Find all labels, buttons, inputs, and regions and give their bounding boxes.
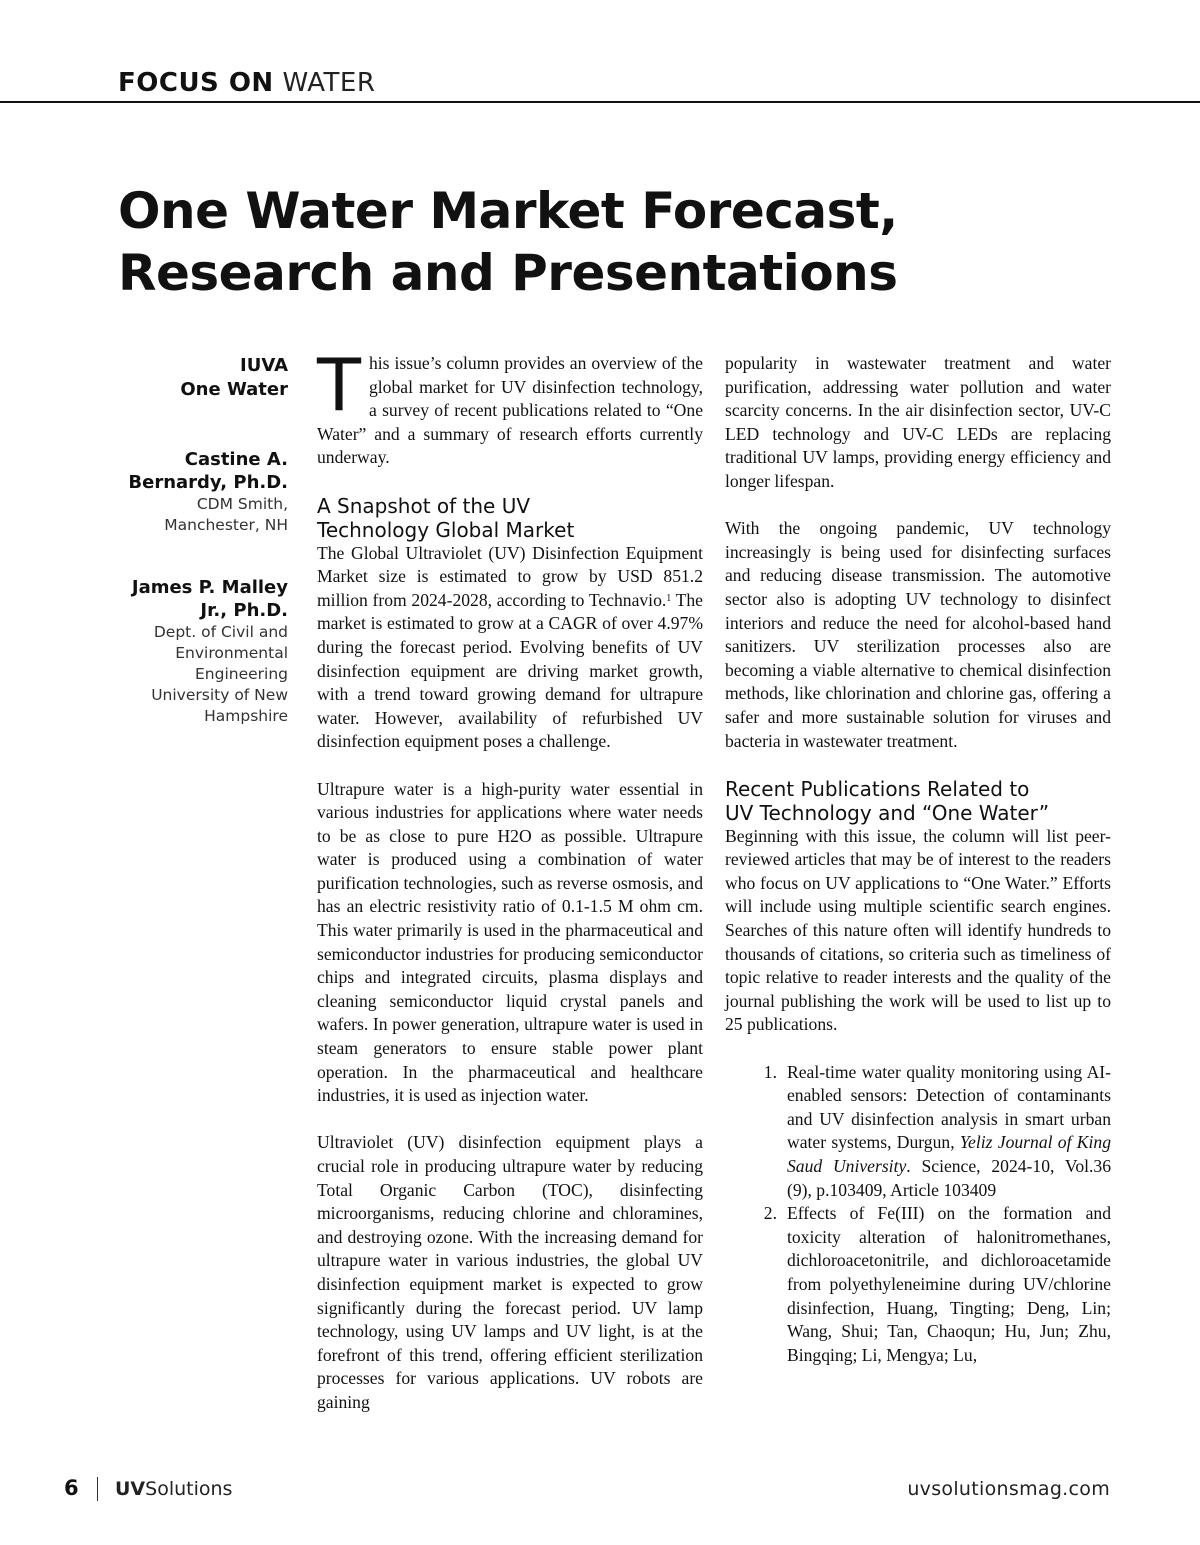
paragraph-ultrapure-water: Ultrapure water is a high-purity water essential in various industries for applications where water needs to be as close to pure H2O as possible. Ultrapure water is produced using a combination of water purification technologies, such as reverse osmosis, and has an electric resistivity ratio of 0.1-1.5 M ohm cm. This water primarily is used in the pharmaceutical and semiconductor industries for producing semiconductor chips and integrated circuits, plasma displays and cleaning semiconductor liquid crystal panels and wafers. In power generation, ultrapure water is used in steam generators to ensure stable power plant operation. In the pharmaceutical and healthcare industries, it is used as injection water. <box>317 778 703 1106</box>
list-item-number: 1. <box>763 1061 777 1082</box>
heading-line: UV Technology and “One Water” <box>725 800 1050 825</box>
section-label-light: WATER <box>282 68 376 98</box>
list-item <box>725 1061 1111 1203</box>
author-affiliation-line: Dept. of Civil and <box>153 623 288 641</box>
paragraph-text: The market is estimated to grow at a CAGR of over 4.97% during the forecast period. Evolving benefits of UV disinfection equipment are driving market growth, with a trend toward growing demand for ultrapure water. However, availability of refurbished UV disinfection equipment poses a challenge. <box>317 589 703 752</box>
brand-bold: UV <box>115 1478 146 1500</box>
citation-text: Real-time water quality monitoring using AI-enabled sensors: Detection of contaminants and UV disinfection analysis in smart urban water systems, Durgun, <box>787 1061 1111 1153</box>
article-title <box>118 180 1098 304</box>
footnote-ref: 1 <box>666 592 672 604</box>
header-divider <box>0 101 1200 103</box>
author-affiliation-line: Engineering <box>195 665 288 683</box>
author-name-line1: Castine A. <box>184 449 288 470</box>
citation-journal: Yeliz Journal of King Saud University <box>787 1132 1111 1176</box>
magazine-url: uvsolutionsmag.com <box>907 1478 1110 1500</box>
paragraph-popularity: popularity in wastewater treatment and water purification, addressing water pollution and water scarcity concerns. In the air disinfection sector, UV-C LED technology and UV-C LEDs are replacing traditional UV lamps, providing energy efficiency and longer lifespan. <box>725 353 1111 491</box>
author-affiliation-line: University of New <box>151 686 288 704</box>
footer-divider <box>97 1477 98 1501</box>
intro-text: his issue’s column provides an overview of the global market for UV disinfection technology, a survey of recent publications related to “One Water” and a summary of research efforts currently underway. <box>317 353 703 468</box>
list-item-number: 2. <box>763 1203 777 1224</box>
list-item <box>725 1202 1111 1367</box>
paragraph-text: The Global Ultraviolet (UV) Disinfection Equipment Market size is estimated to grow by USD 851.2 million from 2024-2028, according to Technavio. <box>317 542 703 610</box>
author-affiliation-line: CDM Smith, <box>196 495 288 513</box>
magazine-brand <box>115 1478 232 1500</box>
author-affiliation-line: Manchester, NH <box>164 516 288 534</box>
heading-market-snapshot <box>317 494 703 542</box>
author-affiliation-line: Environmental <box>175 644 288 662</box>
list-item-text: Effects of Fe(III) on the formation and toxicity alteration of halonitromethanes, dichloroacetonitrile, and dichloroacetamide from polyethyleneimine during UV/chlorine disinfection, Huang, Tingting; Deng, Lin; Wang, Shui; Tan, Chaoqun; Hu, Jun; Zhu, Bingqing; Li, Mengya; Lu, <box>787 1203 1111 1365</box>
article-title-line1: One Water Market Forecast, <box>118 182 898 240</box>
list-item-text <box>787 1061 1111 1203</box>
section-label-bold: FOCUS ON <box>118 68 274 98</box>
author-sidebar <box>70 354 288 727</box>
paragraph-uv-equipment: Ultraviolet (UV) disinfection equipment plays a crucial role in producing ultrapure water by reducing Total Organic Carbon (TOC), disinfecting microorganisms, reducing chlorine and chloramines, and destroying ozone. With the increasing demand for ultrapure water in various industries, the global UV disinfection equipment market is expected to grow significantly during the forecast period. UV lamp technology, using UV lamps and UV light, is at the forefront of this trend, offering efficient sterilization processes for various applications. UV robots are gaining <box>317 1132 703 1412</box>
paragraph-pandemic: With the ongoing pandemic, UV technology increasingly is being used for disinfecting surfaces and reducing disease transmission. The automotive sector also is adopting UV technology to disinfect interiors and reduce the need for alcohol-based hand sanitizers. UV sterilization processes also are becoming a viable alternative to chemical disinfection methods, like chlorination and chlorine gas, offering a safer and more sustainable solution for viruses and bacteria in wastewater treatment. <box>725 518 1111 751</box>
intro-paragraph <box>317 343 703 470</box>
heading-recent-publications <box>725 777 1111 825</box>
page-number: 6 <box>64 1476 79 1500</box>
org-name: IUVA <box>240 355 288 376</box>
author-name-line2: Jr., Ph.D. <box>200 600 288 621</box>
author-name-line1: James P. Malley <box>131 577 288 598</box>
section-header <box>118 68 375 98</box>
drop-cap: T <box>317 343 361 427</box>
article-title-line2: Research and Presentations <box>118 244 898 302</box>
heading-line: A Snapshot of the UV <box>317 493 531 518</box>
paragraph-publications-intro: Beginning with this issue, the column will list peer-reviewed articles that may be of interest to the readers who focus on UV applications to “One Water.” Efforts will include using multiple scientific search engines. Searches of this nature often will identify hundreds to thousands of citations, so criteria such as timeliness of topic relative to reader interests and the quality of the journal publishing the work will be used to list up to 25 publications. <box>725 825 1111 1035</box>
citation-text: . Science, 2024-10, Vol.36 (9), p.103409, Article 103409 <box>787 1156 1111 1200</box>
author-affiliation-line: Hampshire <box>204 707 288 725</box>
org-committee: One Water <box>180 379 288 400</box>
author-name-line2: Bernardy, Ph.D. <box>128 472 288 493</box>
heading-line: Technology Global Market <box>317 517 575 542</box>
publication-list <box>725 1061 1111 1368</box>
heading-line: Recent Publications Related to <box>725 776 1030 801</box>
brand-light: Solutions <box>145 1478 233 1500</box>
body-column-right <box>725 352 1111 1367</box>
body-column-middle <box>317 343 703 1415</box>
paragraph-market-size <box>317 542 703 754</box>
